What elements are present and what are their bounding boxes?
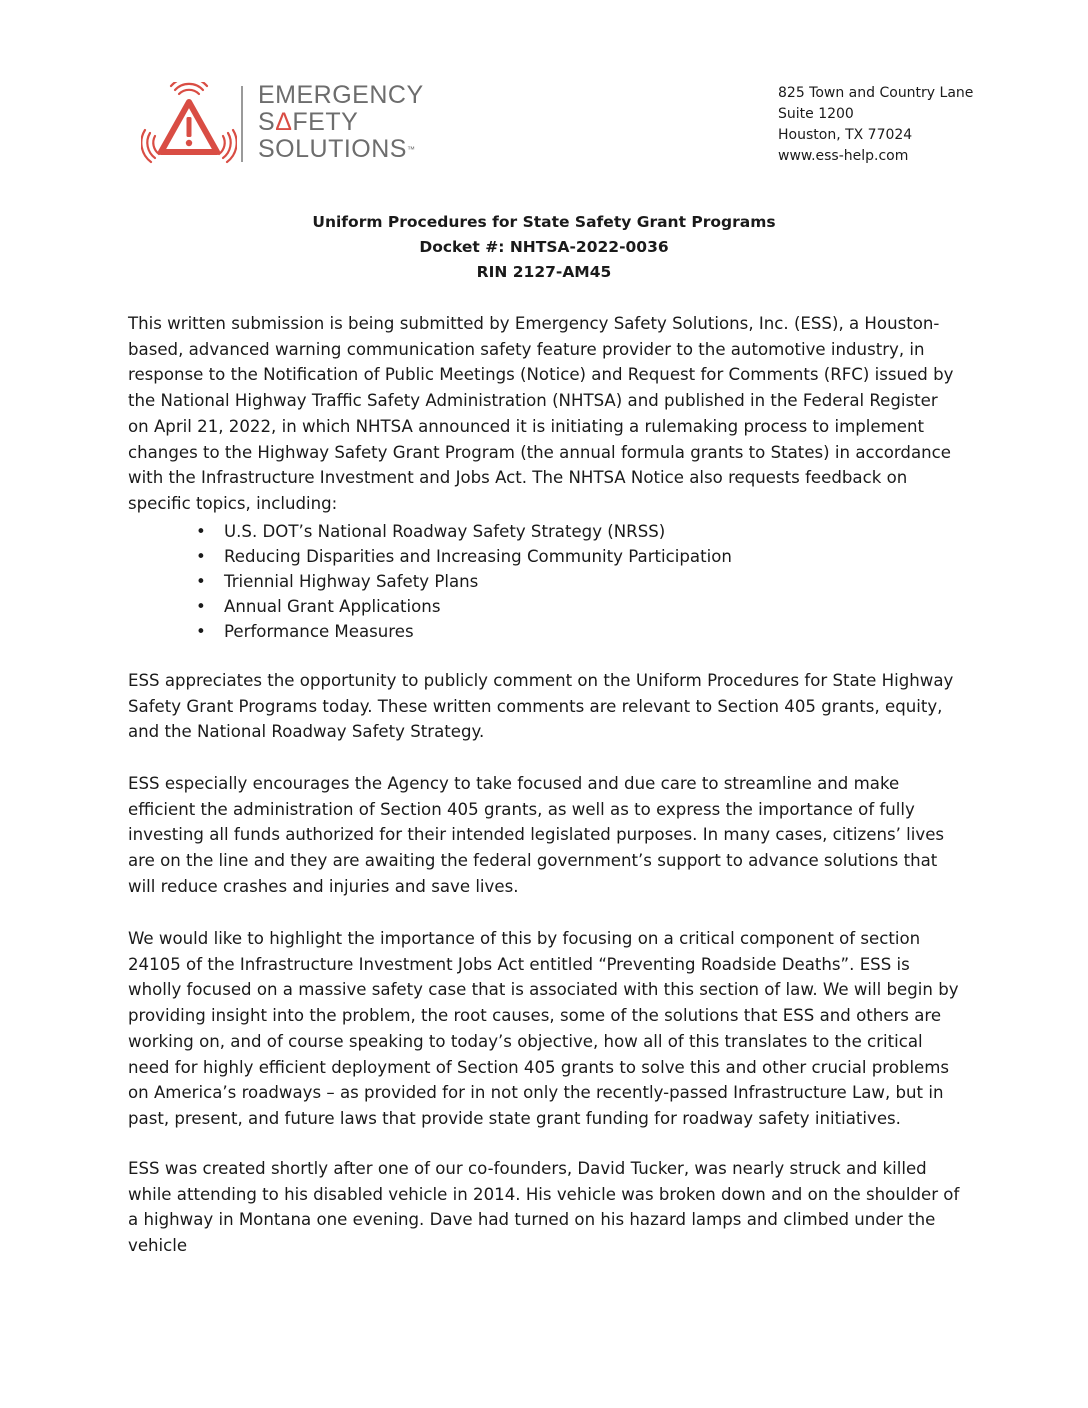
list-item-label: Performance Measures bbox=[224, 622, 414, 641]
document-title bbox=[0, 210, 1088, 285]
logo-line-2-pre: S bbox=[258, 108, 276, 136]
logo-line-1: EMERGENCY bbox=[258, 81, 424, 109]
intro-text: This written submission is being submitted by Emergency Safety Solutions, Inc. (ESS), a Houston-based, advanced warning communication safety feature provider to the automotive industry, in response to the Notification of Public Meetings (Notice) and Request for Comments (RFC) issued by the National Highway Traffic Safety Administration (NHTSA) and published in the Federal Register on April 21, 2022, in which NHTSA announced it is initiating a rulemaking process to implement changes to the Highway Safety Grant Program (the annual formula grants to States) in accordance with the Infrastructure Investment and Jobs Act. The NHTSA Notice also requests feedback on specific topics, including: bbox=[128, 314, 954, 513]
bullet-icon: • bbox=[196, 622, 206, 641]
address-city: Houston, TX 77024 bbox=[778, 127, 913, 143]
address-website: www.ess-help.com bbox=[778, 148, 909, 164]
list-item-label: U.S. DOT’s National Roadway Safety Strategy (NRSS) bbox=[224, 522, 666, 541]
paragraph-text: We would like to highlight the importance of this by focusing on a critical component of section 24105 of the Infrastructure Investment Jobs Act entitled “Preventing Roadside Deaths”. ESS is wholly focused on a massive safety case that is associated with this section of law. We will begin by providing insight into the problem, the root causes, some of the solutions that ESS and others are working on, and of course speaking to today’s objective, how all of this translates to the critical need for highly efficient deployment of Section 405 grants to solve this and other crucial problems on America’s roadways – as provided for in not only the recently-passed Infrastructure Law, but in past, present, and future laws that provide state grant funding for roadway safety initiatives. bbox=[128, 929, 959, 1128]
logo-divider bbox=[241, 86, 243, 162]
list-item bbox=[128, 544, 963, 569]
logo-line-2 bbox=[258, 109, 458, 136]
title-docket: Docket #: NHTSA-2022-0036 bbox=[419, 238, 669, 256]
address-street: 825 Town and Country Lane bbox=[778, 85, 974, 101]
paragraph-text: ESS was created shortly after one of our co-founders, David Tucker, was nearly struck and killed while attending to his disabled vehicle in 2014. His vehicle was broken down and on the shoulder of a highway in Montana one evening. Dave had turned on his hazard lamps and climbed under the vehicle bbox=[128, 1159, 960, 1256]
logo-triangle-a-icon: Δ bbox=[275, 108, 293, 136]
trademark-symbol: ™ bbox=[406, 145, 416, 154]
paragraph-text: ESS appreciates the opportunity to publicly comment on the Uniform Procedures for State Highway Safety Grant Programs today. These written comments are relevant to Section 405 grants, equity, and the National Roadway Safety Strategy. bbox=[128, 671, 954, 742]
list-item-label: Triennial Highway Safety Plans bbox=[224, 572, 479, 591]
bullet-icon: • bbox=[196, 522, 206, 541]
topics-list bbox=[128, 519, 963, 644]
warning-triangle-icon bbox=[141, 82, 237, 166]
paragraph-encouragement bbox=[128, 771, 963, 900]
logo-line-2-post: FETY bbox=[292, 108, 359, 136]
company-logo bbox=[141, 82, 441, 166]
list-item-label: Annual Grant Applications bbox=[224, 597, 441, 616]
intro-paragraph bbox=[128, 311, 963, 517]
company-address bbox=[778, 83, 1068, 167]
paragraph-text: ESS especially encourages the Agency to take focused and due care to streamline and make efficient the administration of Section 405 grants, as well as to express the importance of fully investing all funds authorized for their intended legislated purposes. In many cases, citizens’ lives are on the line and they are awaiting the federal government’s support to advance solutions that will reduce crashes and injuries and save lives. bbox=[128, 774, 945, 896]
title-rin: RIN 2127-AM45 bbox=[476, 263, 612, 281]
paragraph-origin-story bbox=[128, 1156, 963, 1259]
list-item bbox=[128, 594, 963, 619]
list-item bbox=[128, 619, 963, 644]
logo-line-3-text: SOLUTIONS bbox=[258, 135, 407, 163]
paragraph-highlight bbox=[128, 926, 963, 1132]
logo-wordmark bbox=[258, 82, 458, 163]
bullet-icon: • bbox=[196, 547, 206, 566]
logo-line-3 bbox=[258, 136, 458, 163]
bullet-icon: • bbox=[196, 572, 206, 591]
list-item bbox=[128, 519, 963, 544]
list-item bbox=[128, 569, 963, 594]
title-line-1: Uniform Procedures for State Safety Grant Programs bbox=[312, 213, 776, 231]
bullet-icon: • bbox=[196, 597, 206, 616]
list-item-label: Reducing Disparities and Increasing Community Participation bbox=[224, 547, 732, 566]
paragraph-appreciation bbox=[128, 668, 963, 745]
address-suite: Suite 1200 bbox=[778, 106, 854, 122]
